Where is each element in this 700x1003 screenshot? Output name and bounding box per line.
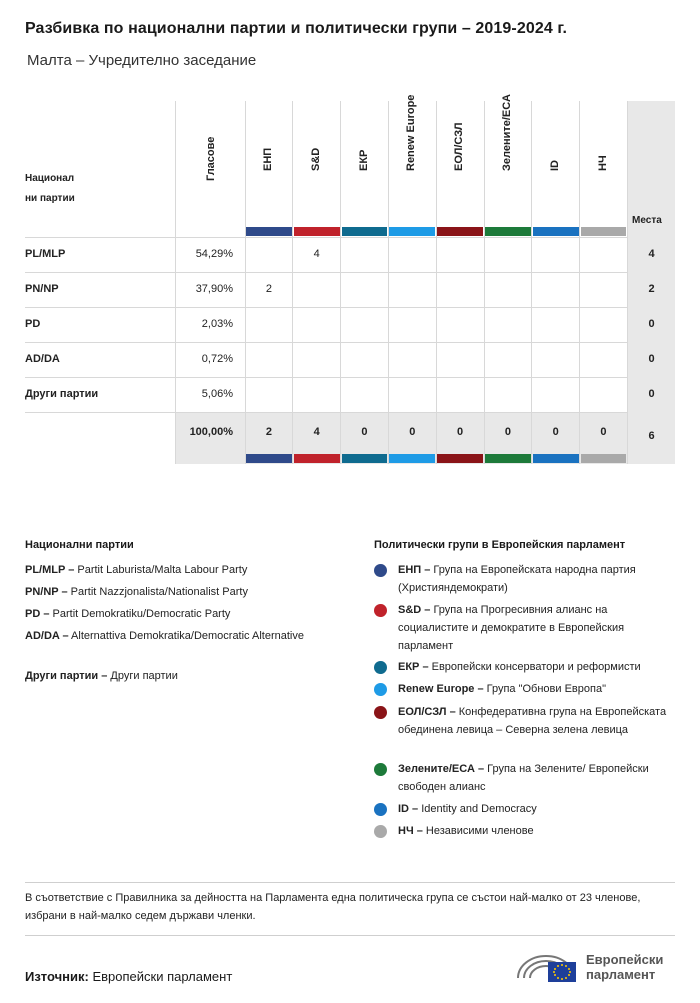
group-color-bar-bottom-2 bbox=[294, 454, 340, 463]
legend-party-item: PL/MLP – Partit Laburista/Malta Labour Party bbox=[25, 564, 248, 576]
group-header-2: S&D bbox=[309, 147, 322, 171]
legend-group-dot bbox=[374, 763, 387, 776]
total-group-seats: 0 bbox=[409, 426, 416, 438]
group-header-3: ЕКР bbox=[357, 149, 370, 171]
legend-group-dot bbox=[374, 661, 387, 674]
group-color-bar-bottom-3 bbox=[342, 454, 388, 463]
logo-line1: Европейски bbox=[586, 952, 664, 967]
group-color-bar-top-3 bbox=[342, 227, 388, 236]
party-votes: 5,06% bbox=[201, 388, 233, 400]
total-group-seats: 2 bbox=[265, 426, 272, 438]
legend-parties-heading: Национални партии bbox=[25, 539, 134, 551]
party-votes: 0,72% bbox=[201, 353, 233, 365]
total-group-seats: 0 bbox=[504, 426, 511, 438]
group-color-bar-top-7 bbox=[533, 227, 579, 236]
ep-logo bbox=[514, 944, 679, 984]
grid-hline bbox=[25, 237, 628, 238]
group-color-bar-top-8 bbox=[581, 227, 627, 236]
total-votes: 100,00% bbox=[189, 426, 233, 438]
grid-vline bbox=[579, 101, 580, 464]
source-value: Европейски парламент bbox=[92, 969, 233, 984]
row-header: Национални партии bbox=[25, 173, 75, 204]
party-votes: 54,29% bbox=[195, 248, 233, 260]
legend-group-item: ЕОЛ/СЗЛ – Конфедеративна група на Европейската обединена левица – Северна зелена левица bbox=[398, 706, 667, 736]
group-color-bar-bottom-7 bbox=[533, 454, 579, 463]
source-label: Източник: bbox=[25, 969, 89, 984]
legend-group-dot bbox=[374, 604, 387, 617]
legend-group-item: Зелените/ЕСА – Група на Зелените/ Европейски свободен алианс bbox=[398, 763, 649, 793]
grid-vline bbox=[340, 101, 341, 464]
group-header-5: ЕОЛ/СЗЛ bbox=[453, 122, 466, 171]
grid-vline bbox=[436, 101, 437, 464]
logo-text bbox=[586, 952, 663, 982]
group-header-1: ЕНП bbox=[262, 147, 274, 171]
divider-top bbox=[25, 882, 675, 883]
legend-group-item: ID – Identity and Democracy bbox=[398, 803, 537, 815]
group-color-bar-bottom-4 bbox=[389, 454, 435, 463]
hemicycle-icon bbox=[514, 944, 580, 984]
logo-line2: парламент bbox=[586, 967, 656, 982]
total-group-seats: 0 bbox=[552, 426, 559, 438]
total-seats: 6 bbox=[648, 430, 655, 442]
footnote: В съответствие с Правилника за дейността на Парламента една политическа група се състои най-малко от 23 членове, избрани в най-малко седем държави членки. bbox=[25, 892, 641, 922]
party-label: AD/DA bbox=[25, 353, 60, 365]
legend-group-item: НЧ – Независими членове bbox=[398, 825, 534, 837]
grid-hline bbox=[25, 307, 628, 308]
party-label: PD bbox=[25, 318, 41, 330]
seats-header: Места bbox=[632, 215, 662, 226]
legend-party-item: Други партии – Други партии bbox=[25, 670, 178, 682]
grid-vline bbox=[531, 101, 532, 464]
legend-group-item: Renew Europe – Група "Обнови Европа" bbox=[398, 683, 606, 695]
party-seats: 2 bbox=[648, 283, 655, 295]
legend-group-dot bbox=[374, 564, 387, 577]
group-color-bar-top-2 bbox=[294, 227, 340, 236]
legend-groups-heading: Политически групи в Европейския парламент bbox=[374, 539, 626, 551]
group-color-bar-top-6 bbox=[485, 227, 531, 236]
group-header-8: НЧ bbox=[596, 155, 609, 171]
legend-group-dot bbox=[374, 803, 387, 816]
party-label: PL/MLP bbox=[25, 248, 66, 260]
total-group-seats: 4 bbox=[313, 426, 320, 438]
grid-hline bbox=[25, 272, 628, 273]
total-group-seats: 0 bbox=[600, 426, 607, 438]
legend-party-item: PN/NP – Partit Nazzjonalista/Nationalist Party bbox=[25, 586, 248, 598]
group-seat-value: 2 bbox=[265, 283, 272, 295]
group-color-bar-top-5 bbox=[437, 227, 483, 236]
group-color-bar-top-4 bbox=[389, 227, 435, 236]
group-header-6: Зелените/ЕСА bbox=[501, 94, 513, 171]
divider-bottom bbox=[25, 935, 675, 936]
legend-group-item: S&D – Група на Прогресивния алианс на социалистите и демократите в Европейския парламент bbox=[398, 604, 625, 652]
group-color-bar-bottom-1 bbox=[246, 454, 292, 463]
results-table bbox=[25, 94, 675, 464]
party-seats: 4 bbox=[648, 248, 655, 260]
group-seat-value: 4 bbox=[313, 248, 320, 260]
legend-group-dot bbox=[374, 706, 387, 719]
legend-party-item: AD/DA – Alternattiva Demokratika/Democratic Alternative bbox=[25, 630, 304, 642]
group-color-bar-bottom-6 bbox=[485, 454, 531, 463]
grid-hline bbox=[25, 412, 628, 413]
page-subtitle: Малта – Учредително заседание bbox=[27, 52, 257, 69]
party-label: Други партии bbox=[25, 388, 99, 400]
page-title: Разбивка по национални партии и политически групи – 2019-2024 г. bbox=[25, 20, 568, 37]
group-color-bar-top-1 bbox=[246, 227, 292, 236]
legend-group-item: ЕНП – Група на Европейската народна партия (Християндемократи) bbox=[398, 564, 636, 594]
grid-vline bbox=[484, 101, 485, 464]
total-group-seats: 0 bbox=[361, 426, 368, 438]
source bbox=[25, 969, 232, 984]
legend-group-dot bbox=[374, 683, 387, 696]
group-header-4: Renew Europe bbox=[405, 94, 418, 171]
total-group-seats: 0 bbox=[457, 426, 464, 438]
grid-vline bbox=[388, 101, 389, 464]
party-seats: 0 bbox=[648, 353, 655, 365]
party-votes: 37,90% bbox=[195, 283, 233, 295]
legend-group-dot bbox=[374, 825, 387, 838]
legend-group-item: ЕКР – Европейски консерватори и реформисти bbox=[398, 661, 641, 673]
party-seats: 0 bbox=[648, 388, 655, 400]
party-label: PN/NP bbox=[25, 283, 59, 295]
grid-hline bbox=[25, 377, 628, 378]
party-votes: 2,03% bbox=[201, 318, 233, 330]
group-color-bar-bottom-8 bbox=[581, 454, 627, 463]
grid-hline bbox=[25, 342, 628, 343]
party-seats: 0 bbox=[648, 318, 655, 330]
group-color-bar-bottom-5 bbox=[437, 454, 483, 463]
group-header-7: ID bbox=[548, 160, 561, 171]
votes-header: Гласове bbox=[205, 136, 217, 181]
legend-party-item: PD – Partit Demokratiku/Democratic Party bbox=[25, 608, 231, 620]
